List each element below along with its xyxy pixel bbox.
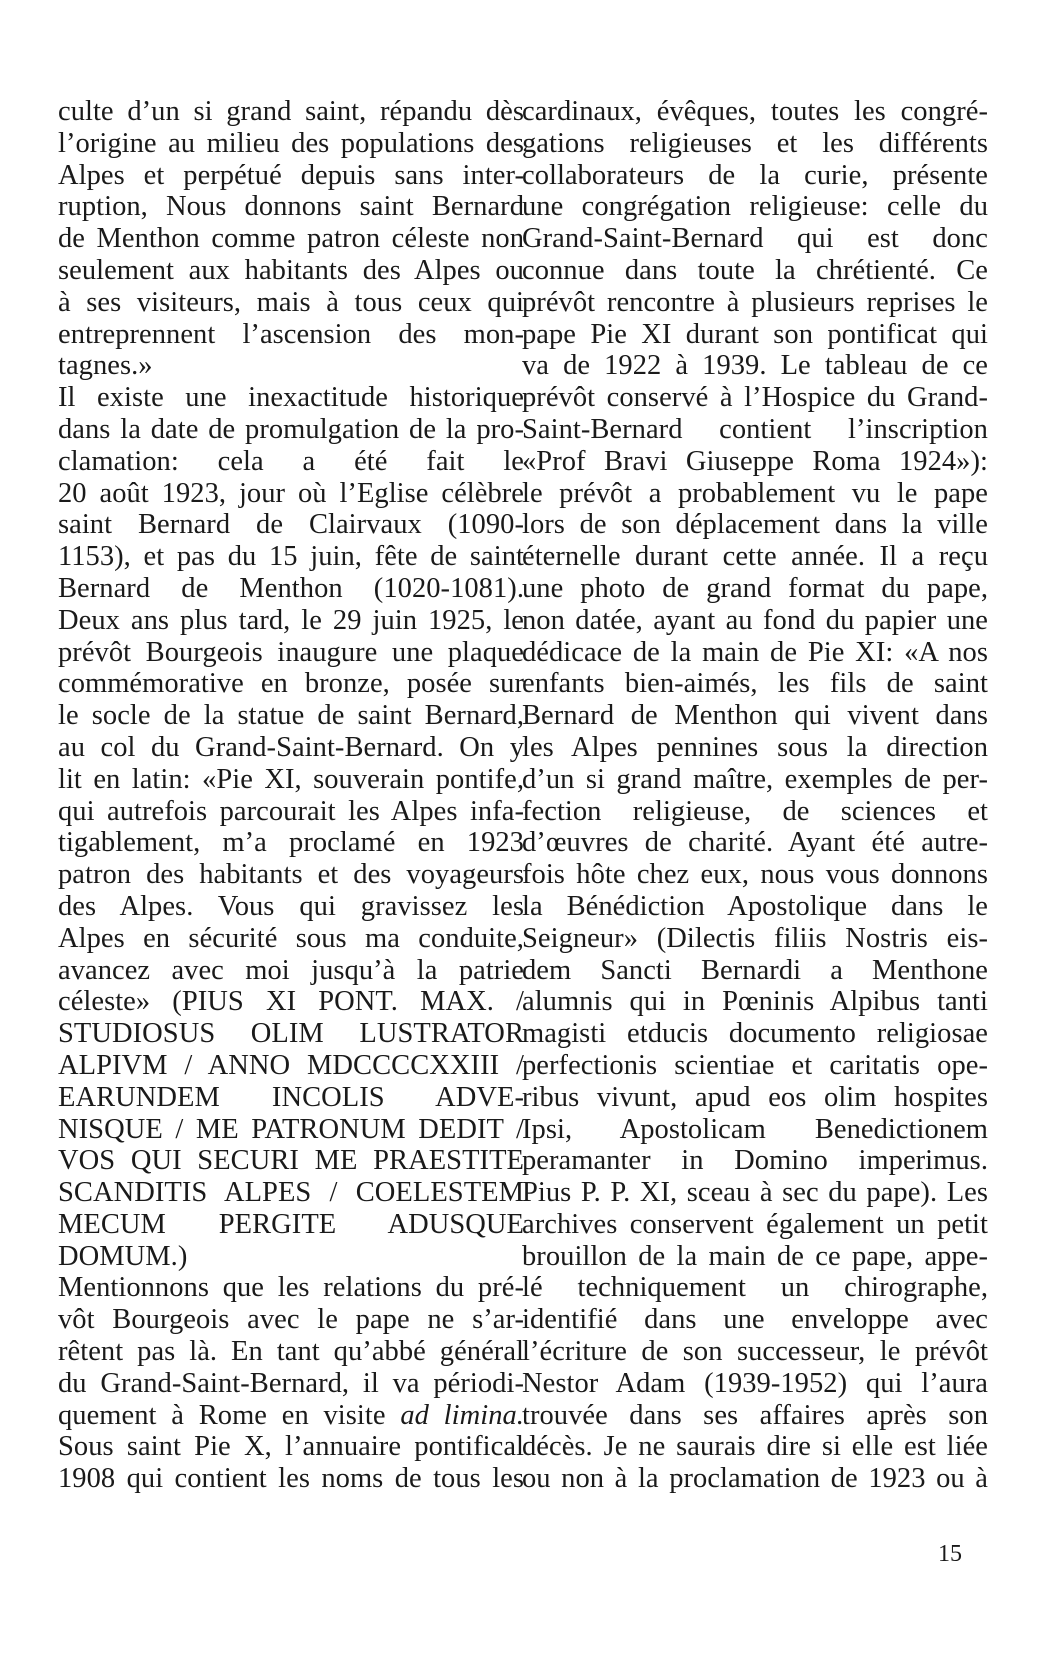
text-line: d’un si grand maître, exemples de per- <box>522 763 988 795</box>
text-line: Alpes et perpétué depuis sans inter- <box>58 159 524 191</box>
text-line: gations religieuses et les différents <box>522 127 988 159</box>
text-line: Pius P. P. XI, sceau à sec du pape). Les <box>522 1177 988 1209</box>
text-line: au col du Grand-Saint-Bernard. On y <box>58 731 524 763</box>
text-line: identifié dans une enveloppe avec <box>522 1304 988 1336</box>
text-line: 1153), et pas du 15 juin, fête de saint <box>58 541 524 573</box>
text-line: d’œuvres de charité. Ayant été autre- <box>522 827 988 859</box>
text-line: perfectionis scientiae et caritatis ope- <box>522 1049 988 1081</box>
text-line: rêtent pas là. En tant qu’abbé général <box>58 1336 524 1368</box>
text-line: tagnes.» <box>58 350 153 382</box>
text-line: Deux ans plus tard, le 29 juin 1925, le <box>58 604 524 636</box>
text-line: DOMUM.) <box>58 1240 188 1272</box>
text-line: dédicace de la main de Pie XI: «A nos <box>522 636 988 668</box>
text-line: une congrégation religieuse: celle du <box>522 191 988 223</box>
text-line: Mentionnons que les relations du pré- <box>58 1272 524 1304</box>
text-line: clamation: cela a été fait le <box>58 445 524 477</box>
text-line: quement à Rome en visite ad limina. <box>58 1399 524 1431</box>
text-line: trouvée dans ses affaires après son <box>522 1399 988 1431</box>
text-line: pape Pie XI durant son pontificat qui <box>522 318 988 350</box>
text-line: MECUM PERGITE ADUSQUE <box>58 1208 524 1240</box>
text-line: avancez avec moi jusqu’à la patrie <box>58 954 524 986</box>
text-line: céleste» (PIUS XI PONT. MAX. / <box>58 986 524 1018</box>
text-line: magisti etducis documento religiosae <box>522 1018 988 1050</box>
text-line: Bernard de Menthon qui vivent dans <box>522 700 988 732</box>
text-line: collaborateurs de la curie, présente <box>522 159 988 191</box>
text-line: décès. Je ne saurais dire si elle est liée <box>522 1431 988 1463</box>
text-line: SCANDITIS ALPES / COELESTEM <box>58 1177 524 1209</box>
text-line: Nestor Adam (1939-1952) qui l’aura <box>522 1367 988 1399</box>
text-line: des Alpes. Vous qui gravissez les <box>58 890 524 922</box>
text-line: seulement aux habitants des Alpes ou <box>58 254 524 286</box>
text-line: Saint-Bernard contient l’inscription <box>522 413 988 445</box>
text-line: prévôt rencontre à plusieurs reprises le <box>522 286 988 318</box>
text-line: une photo de grand format du pape, <box>522 572 988 604</box>
text-line: vôt Bourgeois avec le pape ne s’ar- <box>58 1304 524 1336</box>
text-line: ribus vivunt, apud eos olim hospites <box>522 1081 988 1113</box>
text-line: les Alpes pennines sous la direction <box>522 731 988 763</box>
right-text-column <box>522 96 988 1495</box>
text-line: à ses visiteurs, mais à tous ceux qui <box>58 286 524 318</box>
text-line: STUDIOSUS OLIM LUSTRATOR <box>58 1018 524 1050</box>
text-line: archives conservent également un petit <box>522 1208 988 1240</box>
text-line: entreprennent l’ascension des mon- <box>58 318 524 350</box>
text-line: ruption, Nous donnons saint Bernard <box>58 191 524 223</box>
text-line: dans la date de promulgation de la pro- <box>58 413 524 445</box>
text-line: Bernard de Menthon (1020-1081). <box>58 572 524 604</box>
text-line: ALPIVM / ANNO MDCCCCXXIII / <box>58 1049 524 1081</box>
text-line: VOS QUI SECURI ME PRAESTITE <box>58 1145 524 1177</box>
text-line: de Menthon comme patron céleste non <box>58 223 524 255</box>
text-line: enfants bien-aimés, les fils de saint <box>522 668 988 700</box>
text-line: du Grand-Saint-Bernard, il va périodi- <box>58 1367 524 1399</box>
text-line: connue dans toute la chrétienté. Ce <box>522 254 988 286</box>
text-line: peramanter in Domino imperimus. <box>522 1145 988 1177</box>
text-line: Ipsi, Apostolicam Benedictionem <box>522 1113 988 1145</box>
text-line: 20 août 1923, jour où l’Eglise célèbre <box>58 477 524 509</box>
left-text-column <box>58 96 524 1495</box>
text-line: Grand-Saint-Bernard qui est donc <box>522 223 988 255</box>
text-line: Seigneur» (Dilectis filiis Nostris eis- <box>522 922 988 954</box>
text-line: patron des habitants et des voyageurs <box>58 859 524 891</box>
text-line: éternelle durant cette année. Il a reçu <box>522 541 988 573</box>
text-line: tigablement, m’a proclamé en 1923 <box>58 827 524 859</box>
text-line: le prévôt a probablement vu le pape <box>522 477 988 509</box>
text-line: fection religieuse, de sciences et <box>522 795 988 827</box>
text-line: cardinaux, évêques, toutes les congré- <box>522 96 988 127</box>
text-line: Il existe une inexactitude historique <box>58 382 524 414</box>
text-line: le socle de la statue de saint Bernard, <box>58 700 524 732</box>
text-line: ou non à la proclamation de 1923 ou à <box>522 1463 988 1495</box>
text-line: dem Sancti Bernardi a Menthone <box>522 954 988 986</box>
text-line: Sous saint Pie X, l’annuaire pontifical <box>58 1431 524 1463</box>
text-line: brouillon de la main de ce pape, appe- <box>522 1240 988 1272</box>
page-number: 15 <box>938 1541 962 1567</box>
text-line: culte d’un si grand saint, répandu dès <box>58 96 524 127</box>
text-line: alumnis qui in Pœninis Alpibus tanti <box>522 986 988 1018</box>
text-line: saint Bernard de Clairvaux (1090- <box>58 509 524 541</box>
text-line: NISQUE / ME PATRONUM DEDIT / <box>58 1113 524 1145</box>
text-line: la Bénédiction Apostolique dans le <box>522 890 988 922</box>
text-line: EARUNDEM INCOLIS ADVE- <box>58 1081 524 1113</box>
text-line: lé techniquement un chirographe, <box>522 1272 988 1304</box>
text-line: 1908 qui contient les noms de tous les <box>58 1463 524 1495</box>
text-line: va de 1922 à 1939. Le tableau de ce <box>522 350 988 382</box>
text-line: «Prof Bravi Giuseppe Roma 1924»): <box>522 445 988 477</box>
text-line: lit en latin: «Pie XI, souverain pontife, <box>58 763 524 795</box>
text-line: l’origine au milieu des populations des <box>58 127 524 159</box>
text-line: fois hôte chez eux, nous vous donnons <box>522 859 988 891</box>
text-line: prévôt Bourgeois inaugure une plaque <box>58 636 524 668</box>
text-line: prévôt conservé à l’Hospice du Grand- <box>522 382 988 414</box>
text-line: non datée, ayant au fond du papier une <box>522 604 988 636</box>
text-line: qui autrefois parcourait les Alpes infa- <box>58 795 524 827</box>
text-line: l’écriture de son successeur, le prévôt <box>522 1336 988 1368</box>
text-line: lors de son déplacement dans la ville <box>522 509 988 541</box>
text-line: Alpes en sécurité sous ma conduite, <box>58 922 524 954</box>
text-line: commémorative en bronze, posée sur <box>58 668 524 700</box>
